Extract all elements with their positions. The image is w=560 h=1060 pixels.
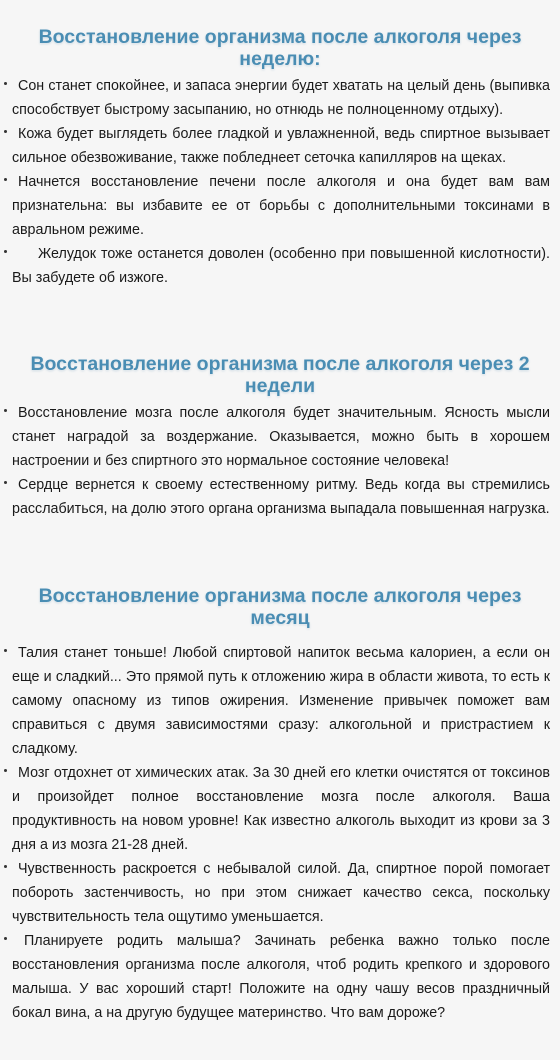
section-two-weeks (0, 353, 560, 521)
list-item: Сон станет спокойнее, и запаса энергии будет хватать на целый день (выпивка способствует быстрому засыпанию, но отнюдь не полноценному отдыху). (0, 74, 560, 122)
section-heading-month: Восстановление организма после алкоголя через месяц (38, 585, 522, 629)
bullet-icon (4, 937, 7, 940)
list-item: Сердце вернется к своему естественному ритму. Ведь когда вы стремились расслабиться, на долю этого органа организма выпадала повышенная нагрузка. (0, 473, 560, 521)
list-item: Талия станет тоньше! Любой спиртовой напиток весьма калориен, а если он еще и сладкий... Это прямой путь к отложению жира в области живота, то есть к самому опасному из типов ожирения. Изменение привычек поможет вам справиться с двумя зависимостями сразу: алкогольной и пристрастием к сладкому. (0, 641, 560, 761)
bullet-icon (4, 250, 7, 253)
list-item: Мозг отдохнет от химических атак. За 30 дней его клетки очистятся от токсинов и произойдет полное восстановление мозга после алкоголя. Ваша продуктивность на новом уровне! Как известно алкоголь выходит из крови за 3 дня а из мозга 21-28 дней. (0, 761, 560, 857)
list-item: Восстановление мозга после алкоголя будет значительным. Ясность мысли станет наградой за воздержание. Оказывается, можно быть в хорошем настроении и без спиртного это нормальное состояние человека! (0, 401, 560, 473)
bullet-icon (4, 178, 7, 181)
section-month (0, 585, 560, 1025)
bullet-icon (4, 481, 7, 484)
section-list-week (0, 74, 560, 290)
section-heading-week: Восстановление организма после алкоголя через неделю: (38, 26, 522, 70)
section-list-two-weeks (0, 401, 560, 521)
bullet-icon (4, 649, 7, 652)
section-list-month (0, 641, 560, 1025)
bullet-icon (4, 82, 7, 85)
list-item: Начнется восстановление печени после алкоголя и она будет вам вам признательна: вы избавите ее от борьбы с дополнительными токсинами в авральном режиме. (0, 170, 560, 242)
bullet-icon (4, 865, 7, 868)
list-item: Желудок тоже останется доволен (особенно при повышенной кислотности). Вы забудете об изжоге. (0, 242, 560, 290)
list-item: Планируете родить малыша? Зачинать ребенка важно только после восстановления организма после алкоголя, чтоб родить крепкого и здорового малыша. У вас хороший старт! Положите на одну чашу весов праздничный бокал вина, а на другую будущее материнство. Что вам дороже? (0, 929, 560, 1025)
bullet-icon (4, 130, 7, 133)
section-heading-two-weeks: Восстановление организма после алкоголя через 2 недели (30, 353, 530, 397)
bullet-icon (4, 409, 7, 412)
list-item: Кожа будет выглядеть более гладкой и увлажненной, ведь спиртное вызывает сильное обезвоживание, также побледнеет сеточка капилляров на щеках. (0, 122, 560, 170)
bullet-icon (4, 769, 7, 772)
section-week (0, 26, 560, 290)
list-item: Чувственность раскроется с небывалой силой. Да, спиртное порой помогает побороть застенчивость, но при этом снижает качество секса, поскольку чувствительность тела ощутимо уменьшается. (0, 857, 560, 929)
